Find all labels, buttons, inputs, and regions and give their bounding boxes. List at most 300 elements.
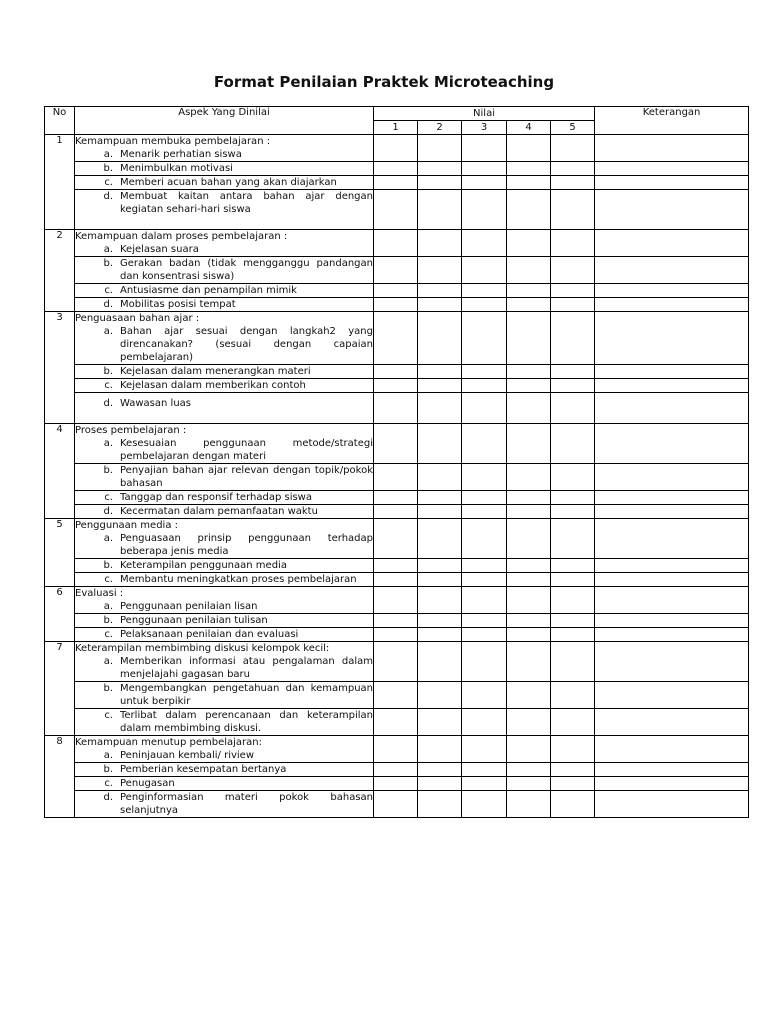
keterangan-cell[interactable] xyxy=(595,709,749,736)
item-text: Mengembangkan pengetahuan dan kemampuan untuk berpikir xyxy=(120,683,373,707)
score-cell[interactable] xyxy=(507,559,551,573)
score-cell[interactable] xyxy=(551,587,595,614)
item-text: Penugasan xyxy=(120,778,175,789)
score-cell[interactable] xyxy=(374,519,418,559)
header-score-4: 4 xyxy=(507,121,551,135)
score-cell[interactable] xyxy=(507,642,551,682)
spacer xyxy=(75,410,373,423)
item-text: Membantu meningkatkan proses pembelajaran xyxy=(120,574,357,585)
aspect-cell xyxy=(75,162,374,176)
score-cell[interactable] xyxy=(418,190,462,230)
table-row xyxy=(45,424,749,464)
item-letter: a. xyxy=(103,438,113,449)
item-text: Pelaksanaan penilaian dan evaluasi xyxy=(120,629,299,640)
aspect-cell xyxy=(75,135,374,162)
keterangan-cell[interactable] xyxy=(595,135,749,162)
aspect-cell xyxy=(75,298,374,312)
score-cell[interactable] xyxy=(551,230,595,257)
keterangan-cell[interactable] xyxy=(595,642,749,682)
item-letter: d. xyxy=(103,506,113,517)
section-number: 1 xyxy=(45,135,75,230)
keterangan-cell[interactable] xyxy=(595,777,749,791)
header-score-5: 5 xyxy=(551,121,595,135)
score-cell[interactable] xyxy=(418,763,462,777)
score-cell[interactable] xyxy=(462,379,507,393)
list-item xyxy=(75,464,373,490)
score-cell[interactable] xyxy=(551,791,595,818)
section-heading: Penggunaan media : xyxy=(75,520,179,531)
score-cell[interactable] xyxy=(418,135,462,162)
item-letter: c. xyxy=(104,710,113,721)
score-cell[interactable] xyxy=(462,162,507,176)
score-cell[interactable] xyxy=(418,424,462,464)
keterangan-cell[interactable] xyxy=(595,519,749,559)
table-row xyxy=(45,519,749,559)
score-cell[interactable] xyxy=(507,312,551,365)
score-cell[interactable] xyxy=(551,135,595,162)
table-row xyxy=(45,257,749,284)
item-letter: c. xyxy=(104,285,113,296)
score-cell[interactable] xyxy=(418,393,462,424)
list-item xyxy=(75,176,373,189)
table-row xyxy=(45,312,749,365)
keterangan-cell[interactable] xyxy=(595,393,749,424)
score-cell[interactable] xyxy=(462,791,507,818)
score-cell[interactable] xyxy=(374,190,418,230)
item-text: Mobilitas posisi tempat xyxy=(120,299,236,310)
score-cell[interactable] xyxy=(374,491,418,505)
table-row xyxy=(45,682,749,709)
item-text: Kejelasan dalam memberikan contoh xyxy=(120,380,306,391)
score-cell[interactable] xyxy=(418,365,462,379)
list-item xyxy=(75,243,373,256)
header-nilai: Nilai xyxy=(374,107,595,121)
score-cell[interactable] xyxy=(551,642,595,682)
table-body xyxy=(45,135,749,818)
keterangan-cell[interactable] xyxy=(595,257,749,284)
list-item xyxy=(75,190,373,216)
item-letter: d. xyxy=(103,299,113,310)
score-cell[interactable] xyxy=(418,257,462,284)
assessment-table xyxy=(44,106,749,818)
score-cell[interactable] xyxy=(551,298,595,312)
score-cell[interactable] xyxy=(374,284,418,298)
item-text: Kejelasan dalam menerangkan materi xyxy=(120,366,311,377)
aspect-cell xyxy=(75,519,374,559)
score-cell[interactable] xyxy=(374,736,418,763)
item-letter: b. xyxy=(103,163,113,174)
score-cell[interactable] xyxy=(462,230,507,257)
item-letter: c. xyxy=(104,574,113,585)
score-cell[interactable] xyxy=(507,379,551,393)
score-cell[interactable] xyxy=(507,464,551,491)
score-cell[interactable] xyxy=(418,298,462,312)
score-cell[interactable] xyxy=(551,257,595,284)
table-row xyxy=(45,736,749,763)
score-cell[interactable] xyxy=(507,135,551,162)
score-cell[interactable] xyxy=(462,709,507,736)
item-letter: d. xyxy=(103,792,113,803)
list-item xyxy=(75,559,373,572)
score-cell[interactable] xyxy=(462,176,507,190)
item-letter: b. xyxy=(103,258,113,269)
score-cell[interactable] xyxy=(507,519,551,559)
score-cell[interactable] xyxy=(418,491,462,505)
table-row xyxy=(45,587,749,614)
list-item xyxy=(75,162,373,175)
keterangan-cell[interactable] xyxy=(595,559,749,573)
score-cell[interactable] xyxy=(462,257,507,284)
score-cell[interactable] xyxy=(418,587,462,614)
score-cell[interactable] xyxy=(418,628,462,642)
aspect-cell xyxy=(75,230,374,257)
keterangan-cell[interactable] xyxy=(595,682,749,709)
section-heading: Kemampuan dalam proses pembelajaran : xyxy=(75,231,288,242)
keterangan-cell[interactable] xyxy=(595,298,749,312)
keterangan-cell[interactable] xyxy=(595,312,749,365)
list-item xyxy=(75,257,373,283)
score-cell[interactable] xyxy=(462,559,507,573)
score-cell[interactable] xyxy=(551,777,595,791)
score-cell[interactable] xyxy=(507,736,551,763)
score-cell[interactable] xyxy=(374,559,418,573)
score-cell[interactable] xyxy=(418,709,462,736)
aspect-cell xyxy=(75,491,374,505)
score-cell[interactable] xyxy=(374,257,418,284)
aspect-cell xyxy=(75,365,374,379)
keterangan-cell[interactable] xyxy=(595,491,749,505)
score-cell[interactable] xyxy=(507,257,551,284)
keterangan-cell[interactable] xyxy=(595,176,749,190)
table-row xyxy=(45,464,749,491)
score-cell[interactable] xyxy=(374,628,418,642)
score-cell[interactable] xyxy=(418,505,462,519)
section-number: 8 xyxy=(45,736,75,818)
item-letter: c. xyxy=(104,629,113,640)
list-item xyxy=(75,791,373,817)
item-letter: a. xyxy=(103,149,113,160)
item-letter: c. xyxy=(104,492,113,503)
aspect-cell xyxy=(75,379,374,393)
score-cell[interactable] xyxy=(418,176,462,190)
score-cell[interactable] xyxy=(551,176,595,190)
score-cell[interactable] xyxy=(418,791,462,818)
score-cell[interactable] xyxy=(374,505,418,519)
score-cell[interactable] xyxy=(462,519,507,559)
score-cell[interactable] xyxy=(551,312,595,365)
score-cell[interactable] xyxy=(374,587,418,614)
keterangan-cell[interactable] xyxy=(595,628,749,642)
spacer xyxy=(75,216,373,229)
score-cell[interactable] xyxy=(551,491,595,505)
score-cell[interactable] xyxy=(551,190,595,230)
score-cell[interactable] xyxy=(418,519,462,559)
score-cell[interactable] xyxy=(462,628,507,642)
score-cell[interactable] xyxy=(462,298,507,312)
item-letter: a. xyxy=(103,326,113,337)
score-cell[interactable] xyxy=(462,312,507,365)
score-cell[interactable] xyxy=(374,573,418,587)
keterangan-cell[interactable] xyxy=(595,230,749,257)
item-text: Kejelasan suara xyxy=(120,244,199,255)
item-text: Penginformasian materi pokok bahasan selanjutnya xyxy=(120,792,373,816)
score-cell[interactable] xyxy=(507,424,551,464)
score-cell[interactable] xyxy=(551,379,595,393)
score-cell[interactable] xyxy=(418,736,462,763)
keterangan-cell[interactable] xyxy=(595,190,749,230)
table-row xyxy=(45,491,749,505)
item-text: Memberikan informasi atau pengalaman dalam menjelajahi gagasan baru xyxy=(120,656,373,680)
score-cell[interactable] xyxy=(374,365,418,379)
list-item xyxy=(75,325,373,364)
score-cell[interactable] xyxy=(551,628,595,642)
keterangan-cell[interactable] xyxy=(595,464,749,491)
score-cell[interactable] xyxy=(462,777,507,791)
score-cell[interactable] xyxy=(418,559,462,573)
item-text: Kecermatan dalam pemanfaatan waktu xyxy=(120,506,318,517)
table-row xyxy=(45,505,749,519)
score-cell[interactable] xyxy=(507,573,551,587)
list-item xyxy=(75,682,373,708)
score-cell[interactable] xyxy=(374,230,418,257)
keterangan-cell[interactable] xyxy=(595,505,749,519)
score-cell[interactable] xyxy=(374,379,418,393)
score-cell[interactable] xyxy=(374,393,418,424)
score-cell[interactable] xyxy=(462,587,507,614)
score-cell[interactable] xyxy=(418,777,462,791)
score-cell[interactable] xyxy=(551,393,595,424)
score-cell[interactable] xyxy=(462,464,507,491)
score-cell[interactable] xyxy=(374,464,418,491)
item-letter: a. xyxy=(103,244,113,255)
header-aspek: Aspek Yang Dinilai xyxy=(75,107,374,135)
list-item xyxy=(75,573,373,586)
score-cell[interactable] xyxy=(507,682,551,709)
section-heading: Keterampilan membimbing diskusi kelompok kecil: xyxy=(75,643,330,654)
aspect-cell xyxy=(75,464,374,491)
score-cell[interactable] xyxy=(462,736,507,763)
score-cell[interactable] xyxy=(551,365,595,379)
keterangan-cell[interactable] xyxy=(595,573,749,587)
item-text: Memberi acuan bahan yang akan diajarkan xyxy=(120,177,337,188)
item-text: Menimbulkan motivasi xyxy=(120,163,233,174)
score-cell[interactable] xyxy=(374,176,418,190)
score-cell[interactable] xyxy=(507,628,551,642)
section-number: 6 xyxy=(45,587,75,642)
header-no: No xyxy=(45,107,75,135)
aspect-cell xyxy=(75,736,374,763)
keterangan-cell[interactable] xyxy=(595,763,749,777)
score-cell[interactable] xyxy=(462,135,507,162)
score-cell[interactable] xyxy=(507,614,551,628)
score-cell[interactable] xyxy=(374,135,418,162)
score-cell[interactable] xyxy=(374,763,418,777)
score-cell[interactable] xyxy=(507,709,551,736)
section-heading: Kemampuan membuka pembelajaran : xyxy=(75,136,271,147)
score-cell[interactable] xyxy=(551,464,595,491)
score-cell[interactable] xyxy=(551,519,595,559)
section-number: 3 xyxy=(45,312,75,424)
aspect-cell xyxy=(75,559,374,573)
score-cell[interactable] xyxy=(507,176,551,190)
score-cell[interactable] xyxy=(462,491,507,505)
aspect-cell xyxy=(75,257,374,284)
score-cell[interactable] xyxy=(551,505,595,519)
list-item xyxy=(75,655,373,681)
score-cell[interactable] xyxy=(462,393,507,424)
item-letter: a. xyxy=(103,601,113,612)
section-heading: Proses pembelajaran : xyxy=(75,425,187,436)
item-letter: c. xyxy=(104,177,113,188)
score-cell[interactable] xyxy=(507,365,551,379)
score-cell[interactable] xyxy=(374,162,418,176)
item-letter: a. xyxy=(103,533,113,544)
score-cell[interactable] xyxy=(374,424,418,464)
score-cell[interactable] xyxy=(507,230,551,257)
score-cell[interactable] xyxy=(374,791,418,818)
score-cell[interactable] xyxy=(374,298,418,312)
keterangan-cell[interactable] xyxy=(595,162,749,176)
score-cell[interactable] xyxy=(418,230,462,257)
score-cell[interactable] xyxy=(418,464,462,491)
keterangan-cell[interactable] xyxy=(595,791,749,818)
aspect-cell xyxy=(75,190,374,230)
aspect-cell xyxy=(75,682,374,709)
list-item xyxy=(75,148,373,161)
table-row xyxy=(45,709,749,736)
score-cell[interactable] xyxy=(462,424,507,464)
score-cell[interactable] xyxy=(551,736,595,763)
item-text: Peninjauan kembali/ riview xyxy=(120,750,254,761)
score-cell[interactable] xyxy=(507,491,551,505)
score-cell[interactable] xyxy=(462,573,507,587)
score-cell[interactable] xyxy=(374,777,418,791)
item-text: Antusiasme dan penampilan mimik xyxy=(120,285,297,296)
score-cell[interactable] xyxy=(374,614,418,628)
score-cell[interactable] xyxy=(418,682,462,709)
score-cell[interactable] xyxy=(507,298,551,312)
score-cell[interactable] xyxy=(418,162,462,176)
score-cell[interactable] xyxy=(462,682,507,709)
item-letter: b. xyxy=(103,560,113,571)
score-cell[interactable] xyxy=(418,573,462,587)
score-cell[interactable] xyxy=(462,284,507,298)
score-cell[interactable] xyxy=(551,709,595,736)
table-row xyxy=(45,162,749,176)
score-cell[interactable] xyxy=(418,614,462,628)
score-cell[interactable] xyxy=(418,312,462,365)
score-cell[interactable] xyxy=(551,559,595,573)
aspect-cell xyxy=(75,284,374,298)
score-cell[interactable] xyxy=(551,763,595,777)
keterangan-cell[interactable] xyxy=(595,424,749,464)
score-cell[interactable] xyxy=(462,190,507,230)
header-score-3: 3 xyxy=(462,121,507,135)
aspect-cell xyxy=(75,176,374,190)
score-cell[interactable] xyxy=(507,505,551,519)
item-text: Terlibat dalam perencanaan dan keterampilan dalam membimbing diskusi. xyxy=(120,710,373,734)
score-cell[interactable] xyxy=(507,763,551,777)
item-letter: b. xyxy=(103,366,113,377)
keterangan-cell[interactable] xyxy=(595,284,749,298)
score-cell[interactable] xyxy=(462,365,507,379)
score-cell[interactable] xyxy=(374,709,418,736)
keterangan-cell[interactable] xyxy=(595,614,749,628)
table-row xyxy=(45,298,749,312)
aspect-cell xyxy=(75,312,374,365)
table-row xyxy=(45,284,749,298)
score-cell[interactable] xyxy=(374,642,418,682)
item-text: Penyajian bahan ajar relevan dengan topik/pokok bahasan xyxy=(120,465,373,489)
keterangan-cell[interactable] xyxy=(595,365,749,379)
score-cell[interactable] xyxy=(507,791,551,818)
score-cell[interactable] xyxy=(374,312,418,365)
score-cell[interactable] xyxy=(551,682,595,709)
section-heading: Evaluasi : xyxy=(75,588,124,599)
table-row xyxy=(45,573,749,587)
aspect-cell xyxy=(75,763,374,777)
score-cell[interactable] xyxy=(507,777,551,791)
score-cell[interactable] xyxy=(418,379,462,393)
list-item xyxy=(75,763,373,776)
score-cell[interactable] xyxy=(551,424,595,464)
list-item xyxy=(75,284,373,297)
item-text: Wawasan luas xyxy=(120,398,191,409)
score-cell[interactable] xyxy=(507,393,551,424)
section-number: 5 xyxy=(45,519,75,587)
section-number: 2 xyxy=(45,230,75,312)
list-item xyxy=(75,600,373,613)
keterangan-cell[interactable] xyxy=(595,379,749,393)
table-row xyxy=(45,614,749,628)
score-cell[interactable] xyxy=(418,642,462,682)
score-cell[interactable] xyxy=(551,573,595,587)
item-letter: b. xyxy=(103,615,113,626)
score-cell[interactable] xyxy=(462,763,507,777)
item-text: Bahan ajar sesuai dengan langkah2 yang direncanakan? (sesuai dengan capaian pembelajaran) xyxy=(120,326,373,363)
score-cell[interactable] xyxy=(462,614,507,628)
table-row xyxy=(45,559,749,573)
keterangan-cell[interactable] xyxy=(595,587,749,614)
table-row xyxy=(45,628,749,642)
item-letter: b. xyxy=(103,683,113,694)
score-cell[interactable] xyxy=(507,587,551,614)
score-cell[interactable] xyxy=(462,505,507,519)
list-item xyxy=(75,709,373,735)
list-item xyxy=(75,365,373,378)
score-cell[interactable] xyxy=(374,682,418,709)
list-item xyxy=(75,777,373,790)
table-row xyxy=(45,379,749,393)
aspect-cell xyxy=(75,791,374,818)
score-cell[interactable] xyxy=(507,190,551,230)
score-cell[interactable] xyxy=(462,642,507,682)
item-text: Gerakan badan (tidak mengganggu pandangan dan konsentrasi siswa) xyxy=(120,258,373,282)
score-cell[interactable] xyxy=(507,284,551,298)
score-cell[interactable] xyxy=(551,162,595,176)
item-letter: a. xyxy=(103,750,113,761)
score-cell[interactable] xyxy=(418,284,462,298)
aspect-cell xyxy=(75,393,374,424)
list-item xyxy=(75,505,373,518)
keterangan-cell[interactable] xyxy=(595,736,749,763)
score-cell[interactable] xyxy=(551,284,595,298)
section-heading: Kemampuan menutup pembelajaran: xyxy=(75,737,263,748)
score-cell[interactable] xyxy=(551,614,595,628)
item-letter: c. xyxy=(104,778,113,789)
item-letter: b. xyxy=(103,764,113,775)
score-cell[interactable] xyxy=(507,162,551,176)
